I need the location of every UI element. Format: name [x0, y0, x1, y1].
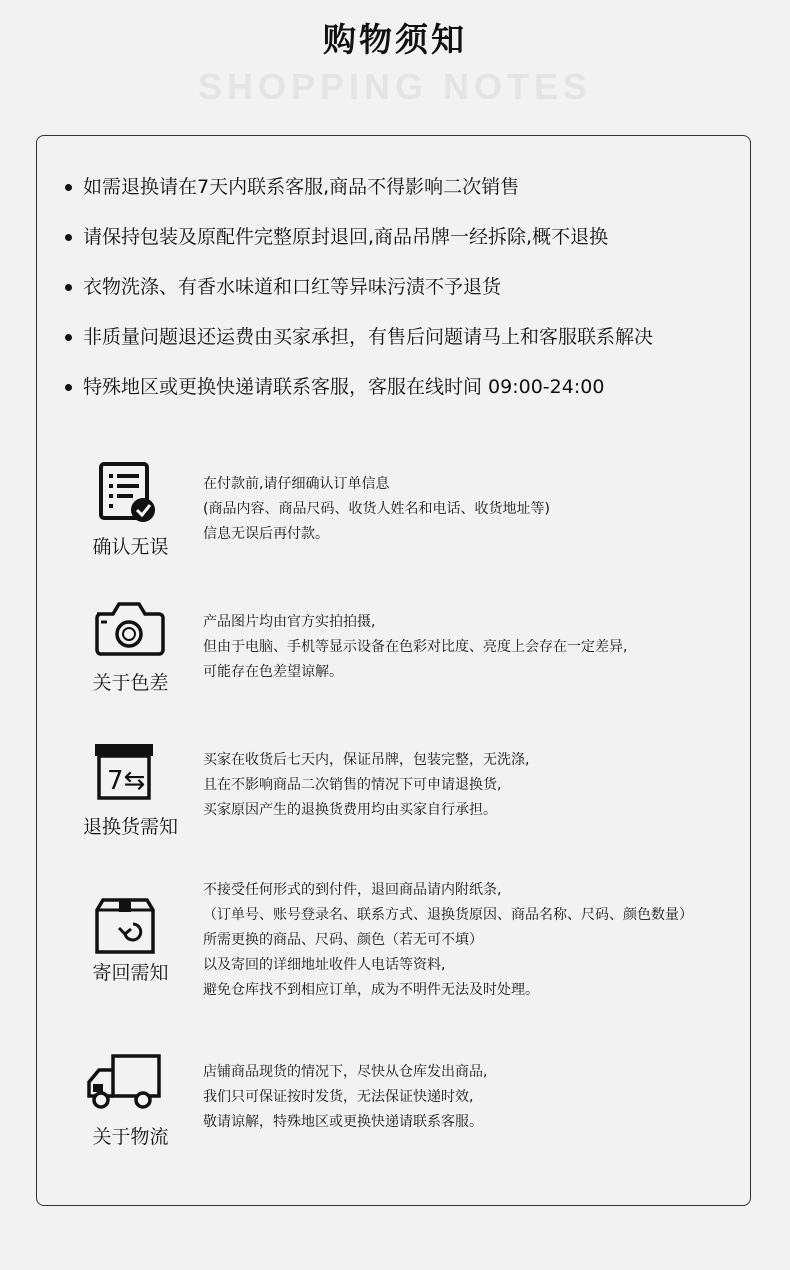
page-subtitle: SHOPPING NOTES — [197, 66, 593, 107]
section-line: 产品图片均由官方实拍拍摄, — [203, 614, 376, 630]
section-line: 不接受任何形式的到付件，退回商品请内附纸条, — [203, 882, 502, 898]
section-line: 店铺商品现货的情况下，尽快从仓库发出商品, — [203, 1064, 488, 1080]
camera-icon — [91, 598, 171, 666]
section-line: 但由于电脑、手机等显示设备在色彩对比度、亮度上会存在一定差异, — [203, 639, 628, 655]
note-item: 衣物洗涤、有香水味道和口红等异味污渍不予退货 — [65, 274, 653, 324]
note-item: 非质量问题退还运费由买家承担，有售后问题请马上和客服联系解决 — [65, 324, 653, 374]
section-text — [203, 1060, 487, 1135]
section-label: 确认无误 — [92, 536, 169, 558]
section-line: 信息无误后再付款。 — [203, 526, 329, 542]
section-line: (商品内容、商品尺码、收货人姓名和电话、收货地址等) — [203, 501, 550, 517]
section-line: 买家原因产生的退换货费用均由买家自行承担。 — [203, 802, 497, 818]
notes-panel — [36, 135, 751, 1206]
section-text — [203, 748, 529, 823]
section-line: （订单号、账号登录名、联系方式、退换货原因、商品名称、尺码、颜色数量） — [203, 907, 693, 923]
section-line: 以及寄回的详细地址收件人电话等资料, — [203, 957, 446, 973]
section-line: 且在不影响商品二次销售的情况下可申请退换货, — [203, 777, 502, 793]
section-label: 退换货需知 — [82, 816, 178, 838]
section-line: 敬请谅解，特殊地区或更换快递请联系客服。 — [203, 1114, 483, 1130]
note-item: 特殊地区或更换快递请联系客服，客服在线时间 09:00-24:00 — [65, 374, 653, 424]
section-label: 关于色差 — [92, 672, 169, 694]
section-line: 我们只可保证按时发货，无法保证快递时效, — [203, 1089, 474, 1105]
section-line: 所需更换的商品、尺码、颜色（若无可不填） — [203, 932, 483, 948]
return-box-icon — [93, 894, 173, 962]
section-text — [203, 472, 550, 547]
notes-list — [65, 174, 653, 424]
return-icon-text: 7⇆ — [107, 766, 146, 796]
section-label: 关于物流 — [92, 1126, 169, 1148]
section-text — [203, 610, 627, 685]
section-text — [203, 878, 693, 1003]
section-label: 寄回需知 — [92, 962, 169, 984]
section-line: 可能存在色差望谅解。 — [203, 664, 343, 680]
checklist-icon — [93, 462, 173, 530]
section-line: 在付款前,请仔细确认订单信息 — [203, 476, 390, 492]
page-title: 购物须知 — [323, 20, 467, 59]
note-item: 请保持包装及原配件完整原封退回,商品吊牌一经拆除,概不退换 — [65, 224, 653, 274]
seven-day-return-icon — [93, 740, 173, 808]
section-line: 买家在收货后七天内，保证吊牌，包装完整，无洗涤, — [203, 752, 530, 768]
note-item: 如需退换请在7天内联系客服,商品不得影响二次销售 — [65, 174, 653, 224]
delivery-truck-icon — [85, 1054, 165, 1122]
section-line: 避免仓库找不到相应订单，成为不明件无法及时处理。 — [203, 982, 539, 998]
